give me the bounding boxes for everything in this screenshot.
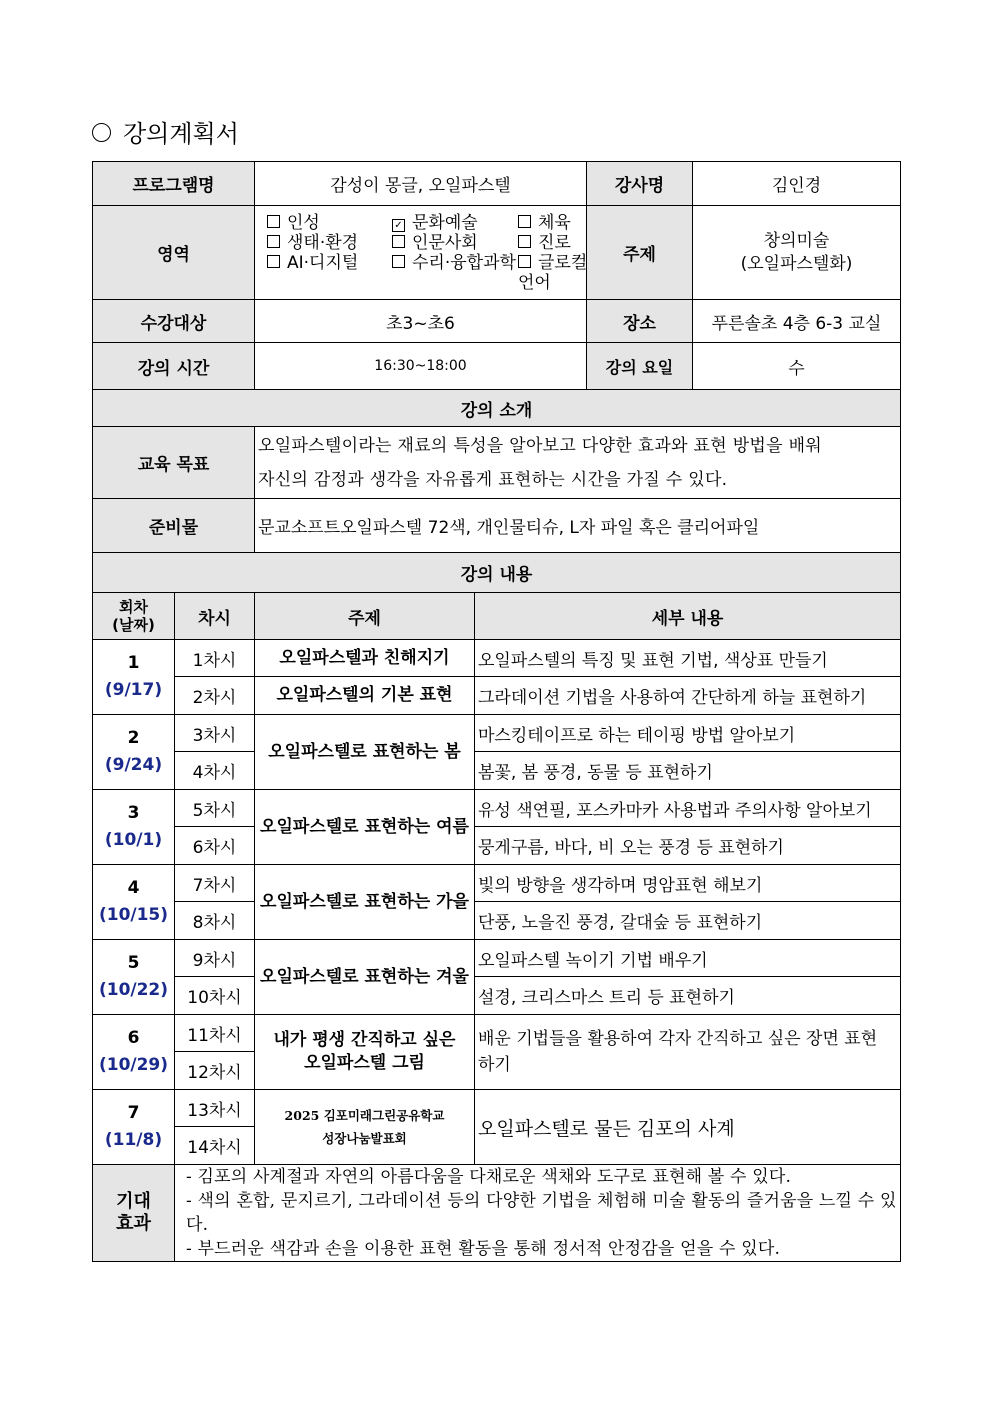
topic-line2: (오일파스텔화) xyxy=(740,253,853,274)
effects-label-line2: 효과 xyxy=(116,1213,151,1234)
topic-line1: 창의미술 xyxy=(763,230,830,251)
area-option-label: 글로컬언어 xyxy=(518,252,588,293)
lecture-plan-table xyxy=(92,161,901,1262)
topic-cell xyxy=(255,1090,475,1165)
effect-item: - 부드러운 색감과 손을 이용한 표현 활동을 통해 정서적 안정감을 얻을 수 있다. xyxy=(186,1239,781,1259)
area-checkbox-grid xyxy=(255,213,586,293)
area-option xyxy=(392,213,518,233)
table-row xyxy=(93,827,901,865)
session-date: (10/29) xyxy=(98,1055,169,1075)
period-cell: 3차시 xyxy=(175,715,255,752)
col-period-header: 차시 xyxy=(175,593,255,640)
time-row xyxy=(93,343,901,390)
topic-cell xyxy=(255,1015,475,1090)
table-row xyxy=(93,865,901,902)
session-date: (11/8) xyxy=(104,1130,163,1150)
topic-cell: 오일파스텔과 친해지기 xyxy=(255,640,475,677)
effect-item: - 색의 혼합, 문지르기, 그라데이션 등의 다양한 기법을 체험해 미술 활동의 즐거움을 느낄 수 있다. xyxy=(186,1191,897,1235)
session-date: (10/22) xyxy=(98,980,169,1000)
period-cell: 13차시 xyxy=(175,1090,255,1127)
period-cell: 12차시 xyxy=(175,1052,255,1090)
session-number xyxy=(93,790,175,865)
program-value: 감성이 몽글, 오일파스텔 xyxy=(255,162,587,206)
session-date: (10/1) xyxy=(104,830,163,850)
effects-label xyxy=(93,1165,175,1262)
table-row xyxy=(93,715,901,752)
session-date: (9/17) xyxy=(104,680,163,700)
session-number xyxy=(93,1090,175,1165)
area-option-label: 인성 xyxy=(287,212,320,233)
period-cell: 14차시 xyxy=(175,1127,255,1165)
goal-line1: 오일파스텔이라는 재료의 특성을 알아보고 다양한 효과와 표현 방법을 배워 xyxy=(258,435,823,456)
detail-line2: 하기 xyxy=(478,1055,511,1075)
col-topic-header: 주제 xyxy=(255,593,475,640)
table-row xyxy=(93,677,901,715)
area-label: 영역 xyxy=(93,206,255,300)
period-cell: 4차시 xyxy=(175,752,255,790)
area-option xyxy=(267,253,392,293)
session-num: 2 xyxy=(127,728,140,748)
session-num: 6 xyxy=(127,1028,140,1048)
session-num: 7 xyxy=(127,1103,140,1123)
area-option xyxy=(392,233,518,253)
checkbox-icon xyxy=(392,255,405,268)
table-row xyxy=(93,977,901,1015)
detail-cell: 설경, 크리스마스 트리 등 표현하기 xyxy=(475,977,901,1015)
period-cell: 10차시 xyxy=(175,977,255,1015)
detail-cell xyxy=(475,1015,901,1090)
goal-line2: 자신의 감정과 생각을 자유롭게 표현하는 시간을 가질 수 있다. xyxy=(258,469,728,490)
area-row xyxy=(93,206,901,300)
detail-cell: 마스킹테이프로 하는 테이핑 방법 알아보기 xyxy=(475,715,901,752)
target-value: 초3~초6 xyxy=(255,300,587,343)
time-label: 강의 시간 xyxy=(93,343,255,390)
session-num: 5 xyxy=(127,953,140,973)
effects-label-line1: 기대 xyxy=(116,1191,151,1212)
materials-row xyxy=(93,499,901,553)
instructor-label: 강사명 xyxy=(587,162,693,206)
area-option-label: 문화예술 xyxy=(412,212,478,233)
session-date: (9/24) xyxy=(104,755,163,775)
page-title: 강의계획서 xyxy=(123,120,239,148)
page-heading xyxy=(92,114,239,149)
instructor-value: 김인경 xyxy=(693,162,901,206)
checkbox-icon xyxy=(518,215,531,228)
materials-label: 준비물 xyxy=(93,499,255,553)
goal-value xyxy=(255,427,901,499)
area-option xyxy=(392,253,518,293)
table-row xyxy=(93,1015,901,1052)
table-row xyxy=(93,640,901,677)
goal-row xyxy=(93,427,901,499)
materials-value: 문교소프트오일파스텔 72색, 개인물티슈, L자 파일 혹은 클리어파일 xyxy=(255,499,901,553)
col-date-label: (날짜) xyxy=(112,616,155,634)
intro-header: 강의 소개 xyxy=(93,390,901,427)
detail-cell: 오일파스텔의 특징 및 표현 기법, 색상표 만들기 xyxy=(475,640,901,677)
table-row xyxy=(93,752,901,790)
period-cell: 7차시 xyxy=(175,865,255,902)
detail-cell: 그라데이션 기법을 사용하여 간단하게 하늘 표현하기 xyxy=(475,677,901,715)
area-option xyxy=(267,233,392,253)
time-value: 16:30~18:00 xyxy=(255,343,587,390)
detail-cell: 오일파스텔로 물든 김포의 사계 xyxy=(475,1090,901,1165)
table-row xyxy=(93,1090,901,1127)
session-number xyxy=(93,715,175,790)
table-row xyxy=(93,790,901,827)
area-option xyxy=(518,213,598,233)
detail-cell: 오일파스텔 녹이기 기법 배우기 xyxy=(475,940,901,977)
detail-cell: 유성 색연필, 포스카마카 사용법과 주의사항 알아보기 xyxy=(475,790,901,827)
table-row xyxy=(93,902,901,940)
detail-line1: 배운 기법들을 활용하여 각자 간직하고 싶은 장면 표현 xyxy=(478,1029,878,1049)
place-label: 장소 xyxy=(587,300,693,343)
topic-line1: 내가 평생 간직하고 싶은 xyxy=(273,1030,456,1050)
session-number xyxy=(93,865,175,940)
session-number xyxy=(93,1015,175,1090)
effects-row xyxy=(93,1165,901,1262)
col-session-header xyxy=(93,593,175,640)
circle-bullet-icon xyxy=(92,123,111,142)
content-header-row xyxy=(93,553,901,593)
period-cell: 6차시 xyxy=(175,827,255,865)
area-option-label: AI·디지털 xyxy=(287,252,359,273)
day-value: 수 xyxy=(693,343,901,390)
topic-cell: 오일파스텔로 표현하는 가을 xyxy=(255,865,475,940)
checkbox-icon xyxy=(267,215,280,228)
checkbox-icon xyxy=(267,235,280,248)
target-label: 수강대상 xyxy=(93,300,255,343)
session-num: 1 xyxy=(127,653,140,673)
period-cell: 2차시 xyxy=(175,677,255,715)
area-option xyxy=(518,253,598,293)
period-cell: 1차시 xyxy=(175,640,255,677)
program-row xyxy=(93,162,901,206)
place-value: 푸른솔초 4층 6-3 교실 xyxy=(693,300,901,343)
effect-item: - 김포의 사계절과 자연의 아름다움을 다채로운 색채와 도구로 표현해 볼 수 있다. xyxy=(186,1167,792,1187)
area-option-label: 진로 xyxy=(538,232,571,253)
col-session-label: 회차 xyxy=(119,598,148,616)
topic-cell: 오일파스텔로 표현하는 봄 xyxy=(255,715,475,790)
area-options xyxy=(255,206,587,300)
detail-cell: 뭉게구름, 바다, 비 오는 풍경 등 표현하기 xyxy=(475,827,901,865)
program-label: 프로그램명 xyxy=(93,162,255,206)
content-header: 강의 내용 xyxy=(93,553,901,593)
area-option-label: 체육 xyxy=(538,212,571,233)
checkbox-icon xyxy=(518,235,531,248)
period-cell: 11차시 xyxy=(175,1015,255,1052)
topic-cell: 오일파스텔로 표현하는 여름 xyxy=(255,790,475,865)
checkbox-icon xyxy=(267,255,280,268)
area-option-label: 수리·융합과학 xyxy=(412,252,516,273)
detail-cell: 빛의 방향을 생각하며 명암표현 해보기 xyxy=(475,865,901,902)
intro-header-row xyxy=(93,390,901,427)
content-column-header-row xyxy=(93,593,901,640)
detail-cell: 단풍, 노을진 풍경, 갈대숲 등 표현하기 xyxy=(475,902,901,940)
session-num: 4 xyxy=(127,878,140,898)
topic-cell: 오일파스텔의 기본 표현 xyxy=(255,677,475,715)
topic-line2: 성장나눔발표회 xyxy=(322,1131,407,1146)
checkbox-icon xyxy=(392,235,405,248)
session-number xyxy=(93,640,175,715)
area-option-label: 생태·환경 xyxy=(287,232,359,253)
topic-value xyxy=(693,206,901,300)
session-num: 3 xyxy=(127,803,140,823)
col-detail-header: 세부 내용 xyxy=(475,593,901,640)
topic-line1: 2025 김포미래그린공유학교 xyxy=(284,1108,445,1123)
table-row xyxy=(93,940,901,977)
area-option xyxy=(267,213,392,233)
target-row xyxy=(93,300,901,343)
checked-checkbox-icon: ✓ xyxy=(392,219,405,232)
session-date: (10/15) xyxy=(98,905,169,925)
detail-cell: 봄꽃, 봄 풍경, 동물 등 표현하기 xyxy=(475,752,901,790)
period-cell: 9차시 xyxy=(175,940,255,977)
goal-label: 교육 목표 xyxy=(93,427,255,499)
area-option xyxy=(518,233,598,253)
checkbox-icon xyxy=(518,255,531,268)
topic-label: 주제 xyxy=(587,206,693,300)
period-cell: 8차시 xyxy=(175,902,255,940)
topic-cell: 오일파스텔로 표현하는 겨울 xyxy=(255,940,475,1015)
day-label: 강의 요일 xyxy=(587,343,693,390)
topic-line2: 오일파스텔 그림 xyxy=(304,1053,425,1073)
effects-content xyxy=(175,1165,901,1262)
session-number xyxy=(93,940,175,1015)
period-cell: 5차시 xyxy=(175,790,255,827)
area-option-label: 인문사회 xyxy=(412,232,478,253)
